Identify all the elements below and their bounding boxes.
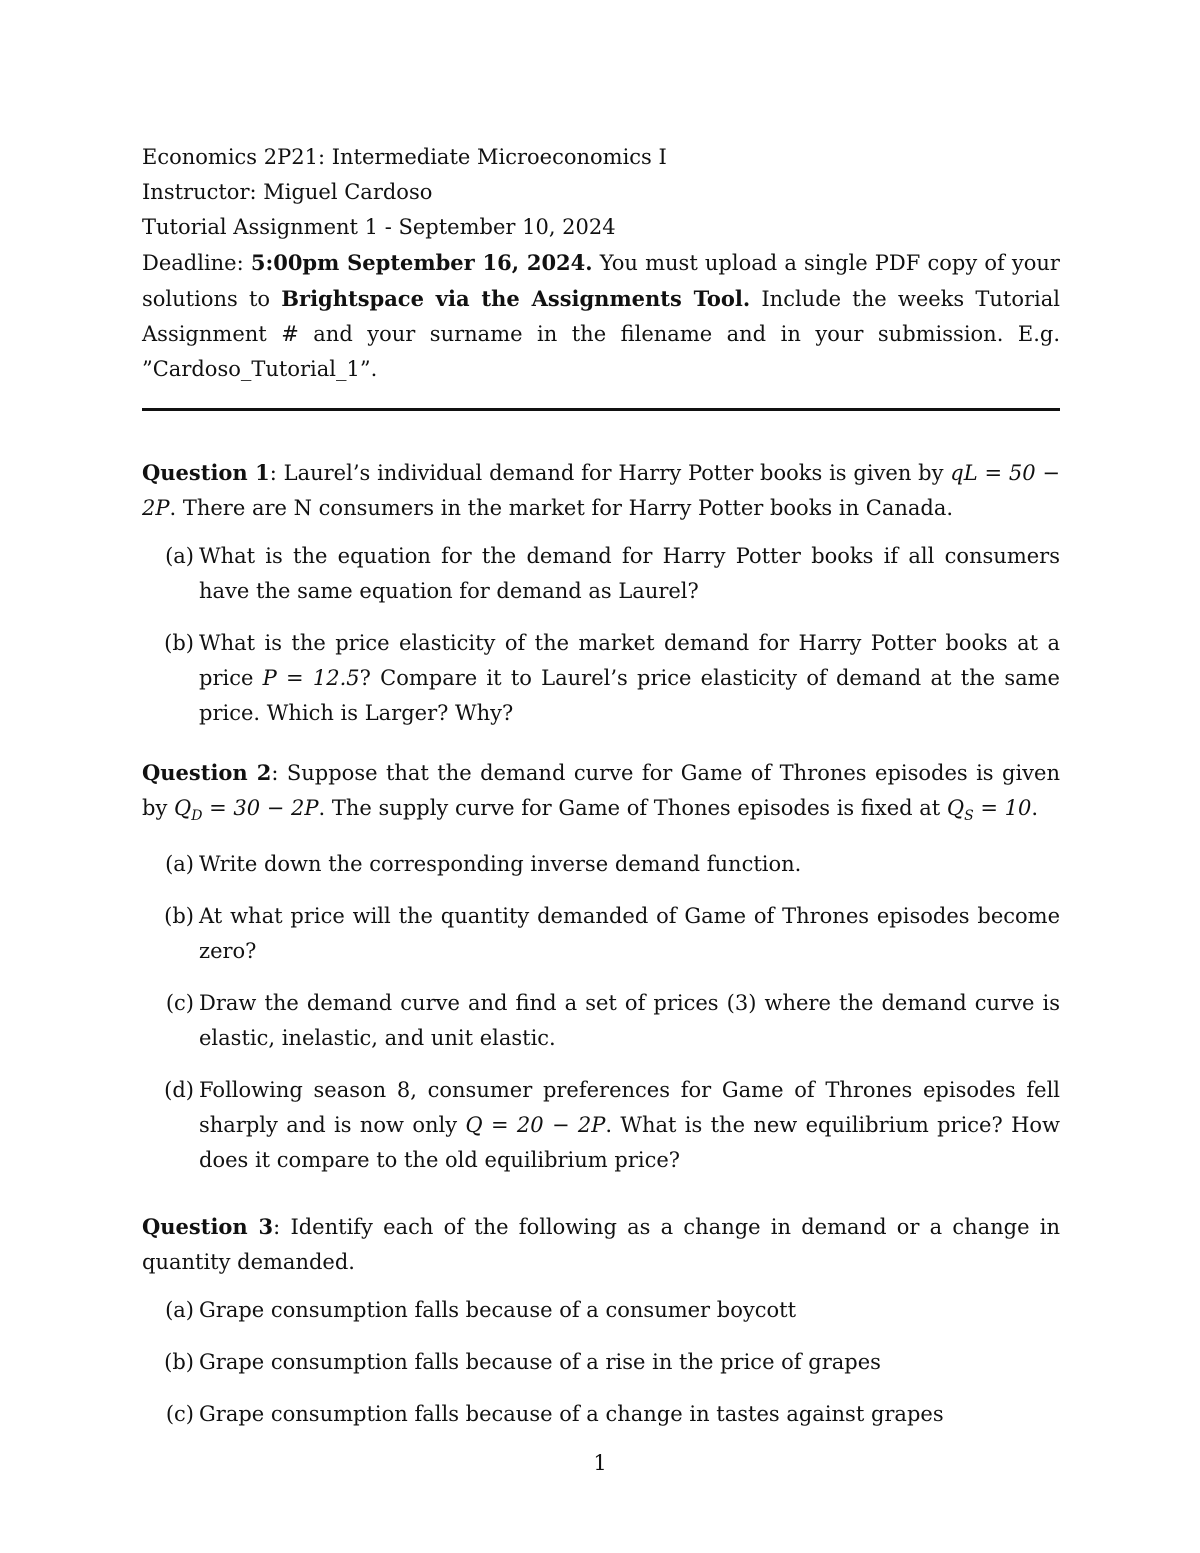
part-label: (c) (165, 991, 194, 1016)
question-1-label: Question 1 (142, 460, 270, 485)
question-3-part-a (142, 1293, 1060, 1328)
question-2-part-c (142, 986, 1060, 1056)
question-3-label: Question 3 (142, 1214, 274, 1240)
deadline-date: 5:00pm September 16, 2024. (250, 250, 593, 275)
question-1-equation: qL = 50 − 2P (142, 461, 1061, 520)
eq-base: Q (946, 796, 965, 820)
document-body (142, 140, 1060, 1432)
deadline-platform: Brightspace via the Assignments Tool. (281, 286, 751, 311)
question-1 (142, 455, 1060, 526)
demand-equation (173, 796, 319, 825)
deadline-label: Deadline: (142, 251, 251, 275)
question-3-text: : Identify each of the following as a change in demand or a change in quantity demanded. (142, 1215, 1060, 1275)
part-label: (a) (165, 544, 194, 568)
deadline-paragraph (142, 245, 1060, 387)
eq-rest: = 30 − 2P (202, 796, 319, 820)
part-text: Grape consumption falls because of a consumer boycott (199, 1298, 797, 1323)
part-text: Draw the demand curve and find a set of prices (3) where the demand curve is elastic, inelastic, and unit elastic. (199, 991, 1060, 1051)
page-number: 1 (593, 1451, 607, 1475)
question-2-text-3: . (1031, 796, 1039, 820)
question-1-part-b (142, 626, 1060, 731)
question-2-text-2: . The supply curve for Game of Thones episodes is fixed at (318, 796, 947, 820)
part-text-2: . What is the new equilibrium price? How does it compare to the old equilibrium price? (199, 1113, 1061, 1173)
instructor-line: Instructor: Miguel Cardoso (142, 180, 433, 204)
part-label: (d) (164, 1078, 194, 1103)
part-text: Write down the corresponding inverse demand function. (199, 852, 802, 877)
question-1-text: : Laurel’s individual demand for Harry Potter books is given by (269, 461, 951, 485)
question-3-part-c (142, 1397, 1060, 1432)
part-label: (b) (164, 631, 194, 655)
eq-sub: S (964, 808, 974, 825)
part-label: (a) (165, 852, 194, 877)
deadline-text-2: Include the weeks Tutorial Assignment # and your surname in the filename and in your submission. E.g. ”Cardoso_Tutorial_1”. (142, 287, 1060, 381)
question-2 (142, 755, 1060, 834)
part-equation: P = 12.5 (262, 666, 360, 690)
horizontal-rule (142, 408, 1060, 411)
deadline-text: You must upload a single PDF copy of your solutions to (142, 251, 1060, 311)
part-label: (c) (165, 1402, 194, 1427)
question-2-part-b (142, 899, 1060, 969)
question-2-text: : Suppose that the demand curve for Game of Thrones episodes is given by (142, 761, 1060, 820)
supply-equation (946, 796, 1032, 825)
part-text: Grape consumption falls because of a rise in the price of grapes (199, 1350, 881, 1375)
part-label: (b) (164, 904, 194, 929)
part-text: What is the equation for the demand for Harry Potter books if all consumers have the same equation for demand as Laurel? (199, 544, 1060, 603)
question-2-label: Question 2 (142, 760, 272, 785)
course-title: Economics 2P21: Intermediate Microeconomics I (142, 145, 667, 169)
part-text-2: ? Compare it to Laurel’s price elasticity of demand at the same price. Which is Larger? Why? (199, 666, 1060, 725)
question-2-part-d (142, 1073, 1060, 1178)
part-text: Grape consumption falls because of a change in tastes against grapes (199, 1402, 944, 1427)
part-text: What is the price elasticity of the market demand for Harry Potter books at a price (199, 631, 1060, 690)
question-2-part-a (142, 847, 1060, 882)
question-1-text-2: . There are N consumers in the market for Harry Potter books in Canada. (169, 496, 954, 520)
part-equation: Q = 20 − 2P (465, 1113, 606, 1138)
part-text: Following season 8, consumer preferences for Game of Thrones episodes fell sharply and is now only (199, 1078, 1060, 1138)
eq-rest: = 10 (973, 796, 1032, 820)
question-3-part-b (142, 1345, 1060, 1380)
assignment-line: Tutorial Assignment 1 - September 10, 2024 (142, 215, 616, 239)
eq-sub: D (191, 808, 203, 825)
part-label: (a) (165, 1298, 194, 1323)
part-text: At what price will the quantity demanded of Game of Thrones episodes become zero? (199, 904, 1060, 964)
question-3 (142, 1209, 1060, 1280)
eq-base: Q (173, 796, 192, 820)
question-1-part-a (142, 539, 1060, 609)
part-label: (b) (164, 1350, 194, 1375)
